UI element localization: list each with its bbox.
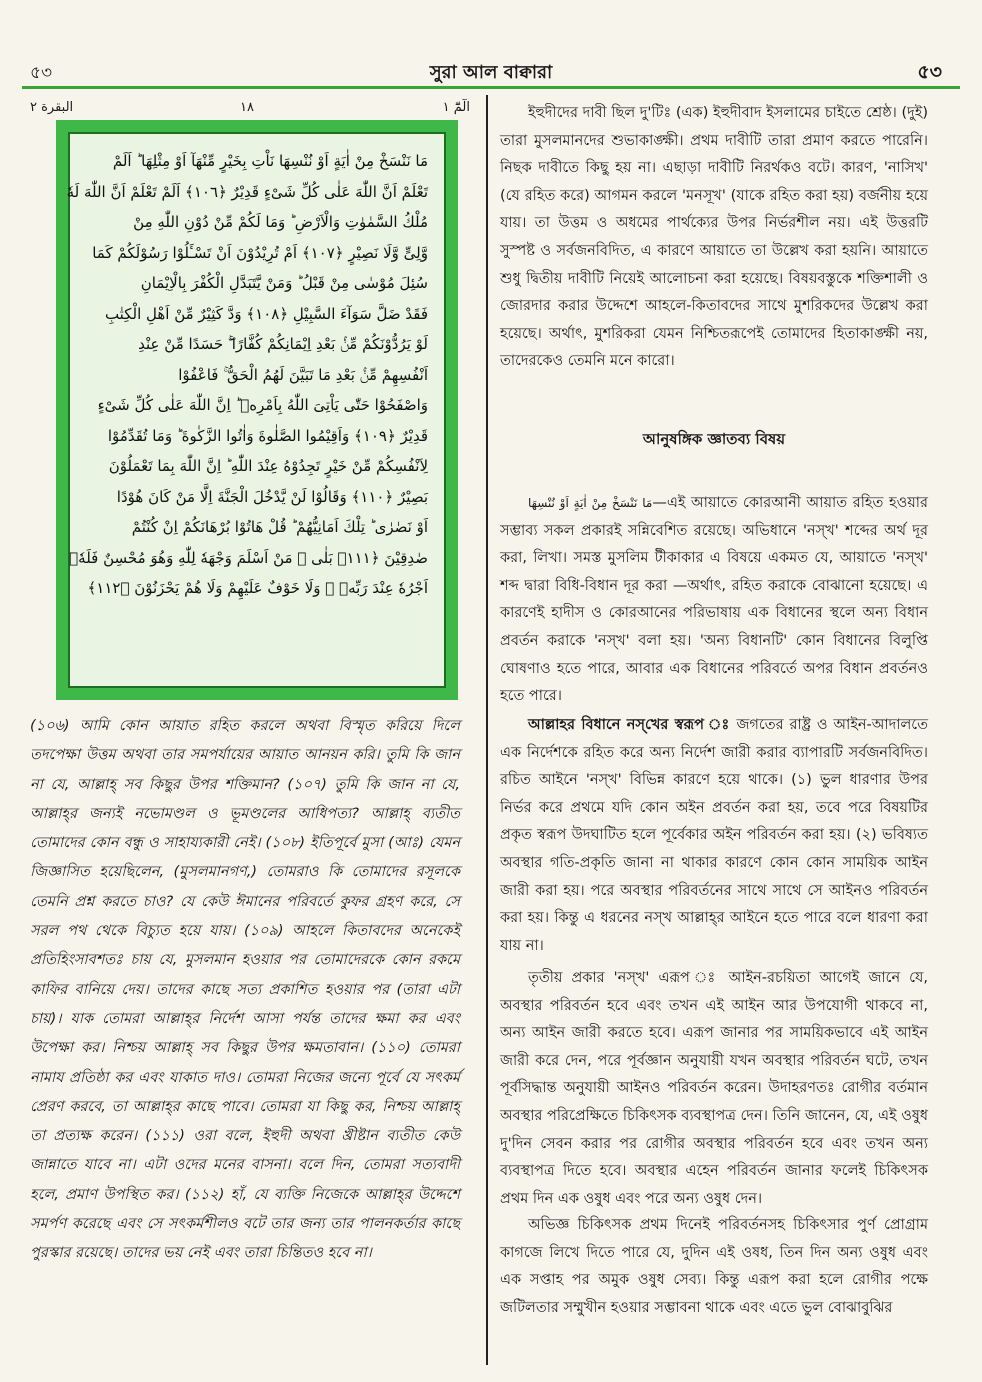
commentary-paragraph-2 <box>500 490 928 711</box>
quran-line: صٰدِقِيْنَ ﴿١١١﴾ بَلٰى ۚ مَنْ اَسْلَمَ وَجْهَهٗ لِلّٰهِ وَهُوَ مُحْسِنٌ فَلَهٗۤ <box>69 548 428 567</box>
commentary-paragraph-4: তৃতীয় প্রকার 'নস্‌খ' এরূপ ঃ আইন-রচয়িতা আগেই জানে যে, অবস্থার পরিবর্তন হবে এবং তখন এই আইন আর উপযোগী থাকবে না, অন্য আইন জারী করতে হবে। এরূপ জানার পর সাময়িকভাবে এই আইন জারী করে দেন, পরে পূর্বজ্ঞান অনুযায়ী যখন অবস্থার পরিবর্তন ঘটে, তখন পূর্বসিদ্ধান্ত অনুযায়ী আইনও পরিবর্তন করেন। উদাহরণতঃ রোগীর বর্তমান অবস্থার পরিপ্রেক্ষিতে চিকিৎসক ব্যবস্থাপত্র দেন। তিনি জানেন, যে, এই ওষুধ দু'দিন সেবন করার পর রোগীর অবস্থার পরিবর্তন হবে এবং তখন অন্য ব্যবস্থাপত্র দিতে হবে। অবস্থার এহেন পরিবর্তন জানার ফলেই চিকিৎসক প্রথম দিন এক ওষুধ এবং পরে অন্য ওষুধ দেন। <box>500 970 928 1207</box>
quran-lines <box>66 146 428 604</box>
page-header <box>0 0 982 92</box>
inline-arabic-quote: مَا نَنْسَخْ مِنْ اٰيَةٍ اَوْ نُنْسِهَا <box>528 496 653 510</box>
paragraph-text: —এই আয়াতে কোরআনী আয়াত রহিত হওয়ার সম্ভাব্য সকল প্রকারই সন্নিবেশিত রয়েছে। অভিধানে 'নস্‌খ' শব্দের অর্থ দূর করা, লিখা। সমস্ত মুসলিম টীকাকার এ বিষয়ে একমত যে, আয়াতে 'নস্‌খ' শব্দ দ্বারা বিধি-বিধান দূর করা —অর্থাৎ, রহিত করাকে বোঝানো হয়েছে। এ কারণেই হাদীস ও কোরআনের পরিভাষায় এক বিধানের স্থলে অন্য বিধান প্রবর্তন করাকে 'নস্‌খ' বলা হয়। 'অন্য বিধানটি' কোন বিধানের বিলুপ্তি ঘোষণাও হতে পারে, আবার এক বিধানের পরিবর্তে অপর বিধান প্রবর্তনও হতে পারে। <box>500 495 928 705</box>
page-number-right: ৫৩ <box>917 61 942 83</box>
para-label: الٓمّٓ ۱ <box>442 100 470 115</box>
quran-line: وَاصْفَحُوْا حَتّٰى يَاْتِىَ اللّٰهُ بِاَمْرِهٖ ؕ اِنَّ اللّٰهَ عَلٰى كُلِّ شَىْءٍ <box>97 396 428 414</box>
paragraph-text: জগতের রাষ্ট্র ও আইন-আদালতে এক নির্দেশকে রহিত করে অন্য নির্দেশ জারী করার ব্যাপারটি সর্বজনবিদিত। রচিত আইনে 'নস্‌খ' বিভিন্ন কারণে হয়ে থাকে। (১) ভুল ধারণার উপর নির্ভর করে প্রথমে যদি কোন অইন প্রবর্তন করা হয়, তবে পরে বিষয়টির প্রকৃত স্বরূপ উদঘাটিত হলে পূর্বেকার অইন পরিবর্তন করা হয়। (২) ভবিষ্যত অবস্থার গতি-প্রকৃতি জানা না থাকার কারণে কোন কোন সাময়িক আইন জারী করা হয়। পরে অবস্থার পরিবর্তনের সাথে সাথে সে আইনও পরিবর্তন করা হয়। কিন্তু এ ধরনের নস্‌খ আল্লাহ্‌র আইনে হতে পারে বলে ধারণা করা যায় না। <box>500 717 928 954</box>
quran-line: اَوْ نَصٰرٰى ؕ تِلْكَ اَمَانِيُّهُمْ ؕ قُلْ هَاتُوْا بُرْهَانَكُمْ اِنْ كُنْتُمْ <box>131 518 428 536</box>
quran-line: وَّلِىٍّ وَّلَا نَصِيْرٍ ﴿١٠٧﴾ اَمْ تُرِيْدُوْنَ اَنْ تَسْـَٔلُوْا رَسُوْلَكُمْ كَمَا <box>92 243 428 262</box>
page-title: সুরা আল বাক্বারা <box>429 62 553 83</box>
quran-page-header <box>30 100 470 120</box>
quran-line: مَا نَنْسَخْ مِنْ اٰيَةٍ اَوْ نُنْسِهَا نَاْتِ بِخَيْرٍ مِّنْهَآ اَوْ مِثْلِهَا ؕ اَلَمْ <box>112 152 428 170</box>
page-number-left: ৫৩ <box>30 63 53 83</box>
quran-line: اَجْرُهٗ عِنْدَ رَبِّهٖ ۪ وَلَا خَوْفٌ عَلَيْهِمْ وَلَا هُمْ يَحْزَنُوْنَ ﴿١١٢﴾ <box>87 579 428 597</box>
translation-text: (১০৬) আমি কোন আয়াত রহিত করলে অথবা বিস্মৃত করিয়ে দিলে তদপেক্ষা উত্তম অথবা তার সমপর্যায়ের আয়াত আনয়ন করি। তুমি কি জান না যে, আল্লাহ্‌ সব কিছুর উপর শক্তিমান? (১০৭) তুমি কি জান না যে, আল্লাহ্‌র জন্যই নভোমণ্ডল ও ভূমণ্ডলের আধিপত্য? আল্লাহ্‌ ব্যতীত তোমাদের কোন বন্ধু ও সাহায্যকারী নেই। (১০৮) ইতিপূর্বে মুসা (আঃ) যেমন জিজ্ঞাসিত হয়েছিলেন, (মুসলমানগণ,) তোমরাও কি তোমাদের রসূলকে তেমনি প্রশ্ন করতে চাও? যে কেউ ঈমানের পরিবর্তে কুফর গ্রহণ করে, সে সরল পথ থেকে বিচ্যুত হয়ে যায়। (১০৯) আহলে কিতাবদের অনেকেই প্রতিহিংসাবশতঃ চায় যে, মুসলমান হওয়ার পর তোমাদেরকে কোন রকমে কাফির বানিয়ে দেয়। তাদের কাছে সত্য প্রকাশিত হওয়ার পর (তারা এটা চায়)। যাক তোমরা আল্লাহ্‌র নির্দেশ আসা পর্যন্ত তাদের ক্ষমা কর এবং উপেক্ষা কর। নিশ্চয় আল্লাহ্‌ সব কিছুর উপর ক্ষমতাবান। (১১০) তোমরা নামায প্রতিষ্ঠা কর এবং যাকাত দাও। তোমরা নিজের জন্যে পূর্বে যে সৎকর্ম প্রেরণ করবে, তা আল্লাহ্‌র কাছে পাবে। তোমরা যা কিছু কর, নিশ্চয় আল্লাহ্‌ তা প্রত্যক্ষ করেন। (১১১) ওরা বলে, ইহুদী অথবা খ্রীষ্টান ব্যতীত কেউ জান্নাতে যাবে না। এটা ওদের মনের বাসনা। বলে দিন, তোমরা সত্যবাদী হলে, প্রমাণ উপস্থিত কর। (১১২) হাঁ, যে ব্যক্তি নিজেকে আল্লাহ্‌র উদ্দেশে সমর্পণ করেছে এবং সে সৎকর্মশীলও বটে তার জন্য তার পালনকর্তার কাছে পুরস্কার রয়েছে। তাদের ভয় নেই এবং তারা চিন্তিতও হবে না। <box>30 718 460 1262</box>
quran-text-frame <box>56 120 458 700</box>
commentary-paragraph-5: অভিজ্ঞ চিকিৎসক প্রথম দিনেই পরিবর্তনসহ চিকিৎসার পুর্ণ প্রোগ্রাম কাগজে লিখে দিতে পারে যে, দুদিন এই ওষধ, তিন দিন অন্য ওষুধ এবং এক সপ্তাহ পর অমুক ওষুধ সেব্য। কিন্তু এরূপ করা হলে রোগীর পক্ষে জটিলতার সম্মুখীন হওয়ার সম্ভাবনা থাকে এবং এতে ভুল বোঝাবুঝির <box>500 1217 928 1316</box>
quran-line: بَصِيْرٌ ﴿١١٠﴾ وَقَالُوْا لَنْ يَّدْخُلَ الْجَنَّةَ اِلَّا مَنْ كَانَ هُوْدًا <box>116 487 428 506</box>
paragraph-heading: আল্লাহর বিধানে নস্‌খের স্বরূপ ঃ <box>528 717 731 733</box>
quran-line: مُلْكُ السَّمٰوٰتِ وَالْاَرْضِ ؕ وَمَا لَكُمْ مِّنْ دُوْنِ اللّٰهِ مِنْ <box>133 213 428 231</box>
quran-line: اَنْفُسِهِمْ مِّنْۢ بَعْدِ مَا تَبَيَّنَ لَهُمُ الْحَقُّ ۚ فَاعْفُوْا <box>178 365 428 384</box>
commentary-paragraph-3 <box>500 712 928 960</box>
commentary-paragraph-1: ইহুদীদের দাবী ছিল দু'টিঃ (এক) ইহুদীবাদ ইসলামের চাইতে শ্রেষ্ঠ। (দুই) তারা মুসলমানদের শুভাকাঙ্ক্ষী। প্রথম দাবীটি তারা প্রমাণ করতে পারেনি। নিছক দাবীতে কিছু হয় না। এছাড়া দাবীটি নিরর্থকও বটে। কারণ, 'নাসিখ' (যে রহিত করে) আগমন করলে 'মনসূখ' (যাকে রহিত করা হয়) বর্জনীয় হয়ে যায়। তা উত্তম ও অধমের পার্থক্যের উপর নির্ভরশীল নয়। এই উত্তরটি সুস্পষ্ট ও সর্বজনবিদিত, এ কারণে আয়াতে তা উল্লেখ করা হয়নি। আয়াতে শুধু দ্বিতীয় দাবীটি নিয়েই আলোচনা করা হয়েছে। বিষয়বস্তুকে শক্তিশালী ও জোরদার করার উদ্দেশে আহলে-কিতাবদের সাথে মুশরিকদের উল্লেখ করা হয়েছে। অর্থাৎ, মুশরিকরা যেমন নিশ্চিতরূপেই তোমাদের হিতাকাঙ্ক্ষী নয়, তাদেরকেও তেমনি মনে কারো। <box>500 105 928 370</box>
quran-line: فَقَدْ ضَلَّ سَوَآءَ السَّبِيْلِ ﴿١٠٨﴾ وَدَّ كَثِيْرٌ مِّنْ اَهْلِ الْكِتٰبِ <box>104 304 428 323</box>
quran-line: قَدِيْرٌ ﴿١٠٩﴾ وَاَقِيْمُوا الصَّلٰوةَ وَاٰتُوا الزَّكٰوةَ ؕ وَمَا تُقَدِّمُوْا <box>107 426 428 445</box>
header-rule <box>22 86 960 89</box>
juz-number: ۱۸ <box>240 100 254 115</box>
section-title: আনুষঙ্গিক জ্ঞাতব্য বিষয় <box>642 430 786 448</box>
quran-line: تَعْلَمْ اَنَّ اللّٰهَ عَلٰى كُلِّ شَىْءٍ قَدِيْرٌ ﴿١٠٦﴾ اَلَمْ تَعْلَمْ اَنَّ اللّٰهَ لَهٗ <box>66 182 428 201</box>
quran-line: لَوْ يَرُدُّوْنَكُمْ مِّنْۢ بَعْدِ اِيْمَانِكُمْ كُفَّارًا ۚۖ حَسَدًا مِّنْ عِنْدِ <box>138 335 428 353</box>
quran-line: لِاَنْفُسِكُمْ مِّنْ خَيْرٍ تَجِدُوْهُ عِنْدَ اللّٰهِ ؕ اِنَّ اللّٰهَ بِمَا تَعْمَلُوْنَ <box>108 457 428 475</box>
column-divider <box>486 95 488 1365</box>
surah-label: البقرة ۲ <box>30 100 74 115</box>
quran-line: سُئِلَ مُوْسٰى مِنْ قَبْلُ ؕ وَمَنْ يَّتَبَدَّلِ الْكُفْرَ بِالْاِيْمَانِ <box>140 274 428 292</box>
